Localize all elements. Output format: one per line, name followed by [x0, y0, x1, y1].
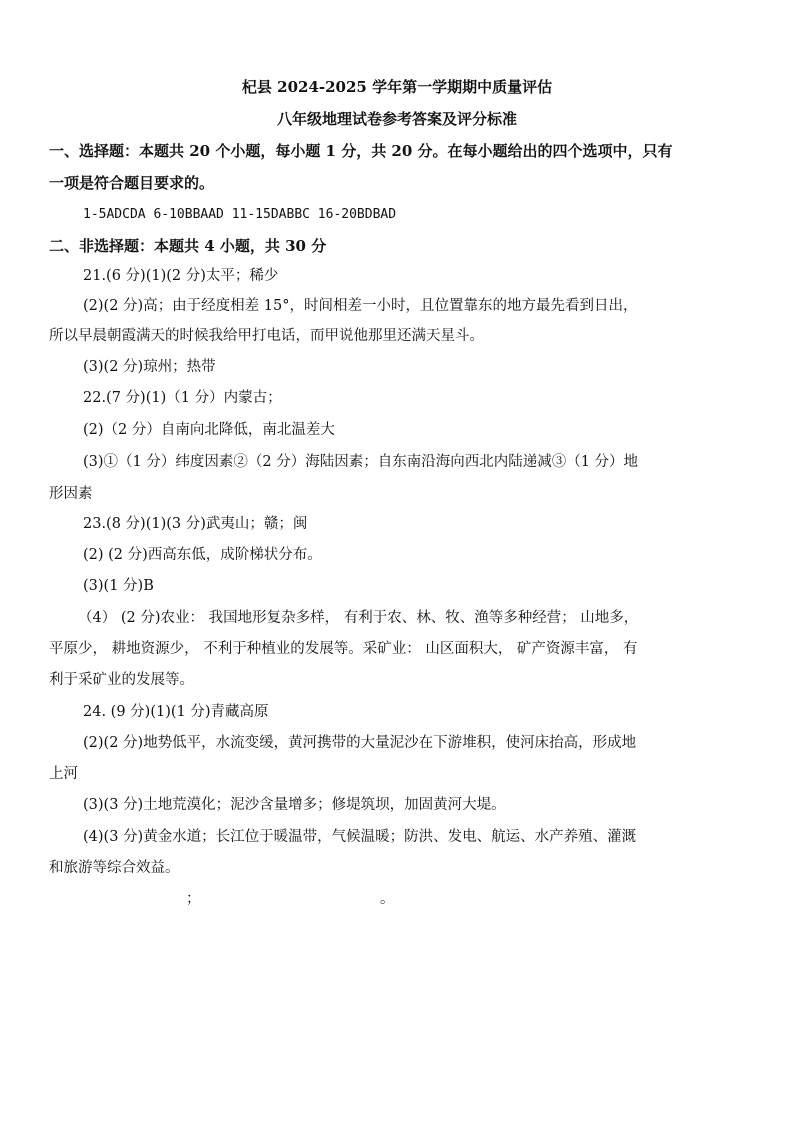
- multiple-choice-answers: 1-5ADCDA 6-10BBAAD 11-15DABBC 16-20BDBAD: [83, 207, 397, 222]
- q22-part3: (3)①（1 分）纬度因素②（2 分）海陆因素；自东南沿海向西北内陆递减③（1 分）地: [83, 454, 639, 470]
- q24-part3: (3)(3 分)土地荒漠化；泥沙含量增多；修堤筑坝，加固黄河大堤。: [83, 797, 506, 813]
- section1-heading-cont: 一项是符合题目要求的。: [49, 174, 215, 192]
- section2-heading: 二、非选择题：本题共 4 小题，共 30 分: [49, 237, 327, 255]
- q23-part4-cont2: 利于采矿业的发展等。: [49, 672, 194, 688]
- document-subtitle: 八年级地理试卷参考答案及评分标准: [276, 110, 517, 128]
- q21-part2-cont: 所以早晨朝霞满天的时候我给甲打电话，而甲说他那里还满天星斗。: [49, 328, 484, 344]
- q22-part2: (2)（2 分）自南向北降低，南北温差大: [83, 422, 335, 438]
- q24-part4: (4)(3 分)黄金水道；长江位于暖温带，气候温暖；防洪、发电、航运、水产养殖、灌溉: [83, 829, 637, 845]
- q23-part4: （4） (2 分)农业： 我国地形复杂多样， 有利于农、林、牧、渔等多种经营； 山地多，: [78, 610, 639, 626]
- q22-part1: 22.(7 分)(1)（1 分）内蒙古；: [83, 390, 282, 406]
- document-title: 杞县 2024-2025 学年第一学期期中质量评估: [241, 78, 553, 96]
- section1-heading: 一、选择题：本题共 20 个小题，每小题 1 分，共 20 分。在每小题给出的四个选项中，只有: [49, 142, 673, 160]
- q24-part2: (2)(2 分)地势低平，水流变缓，黄河携带的大量泥沙在下游堆积，使河床抬高，形成地: [83, 735, 637, 751]
- q22-part3-cont: 形因素: [49, 486, 93, 502]
- q24-part4-cont: 和旅游等综合效益。: [49, 860, 180, 876]
- q24-part2-cont: 上河: [49, 766, 78, 782]
- q21-part3: (3)(2 分)琼州；热带: [83, 359, 216, 375]
- trailing-period: 。: [380, 891, 395, 907]
- q23-part3: (3)(1 分)B: [83, 578, 154, 594]
- q23-part4-cont1: 平原少， 耕地资源少， 不利于种植业的发展等。采矿业： 山区面积大， 矿产资源丰富， 有: [49, 641, 638, 657]
- q21-part2: (2)(2 分)高；由于经度相差 15°，时间相差一小时，且位置靠东的地方最先看到日出，: [83, 298, 638, 314]
- q24-part1: 24. (9 分)(1)(1 分)青藏高原: [83, 704, 269, 720]
- q21-part1: 21.(6 分)(1)(2 分)太平；稀少: [83, 268, 279, 284]
- q23-part2: (2) (2 分)西高东低，成阶梯状分布。: [83, 547, 322, 563]
- q23-part1: 23.(8 分)(1)(3 分)武夷山；赣；闽: [83, 516, 308, 532]
- trailing-semicolon: ；: [186, 891, 201, 907]
